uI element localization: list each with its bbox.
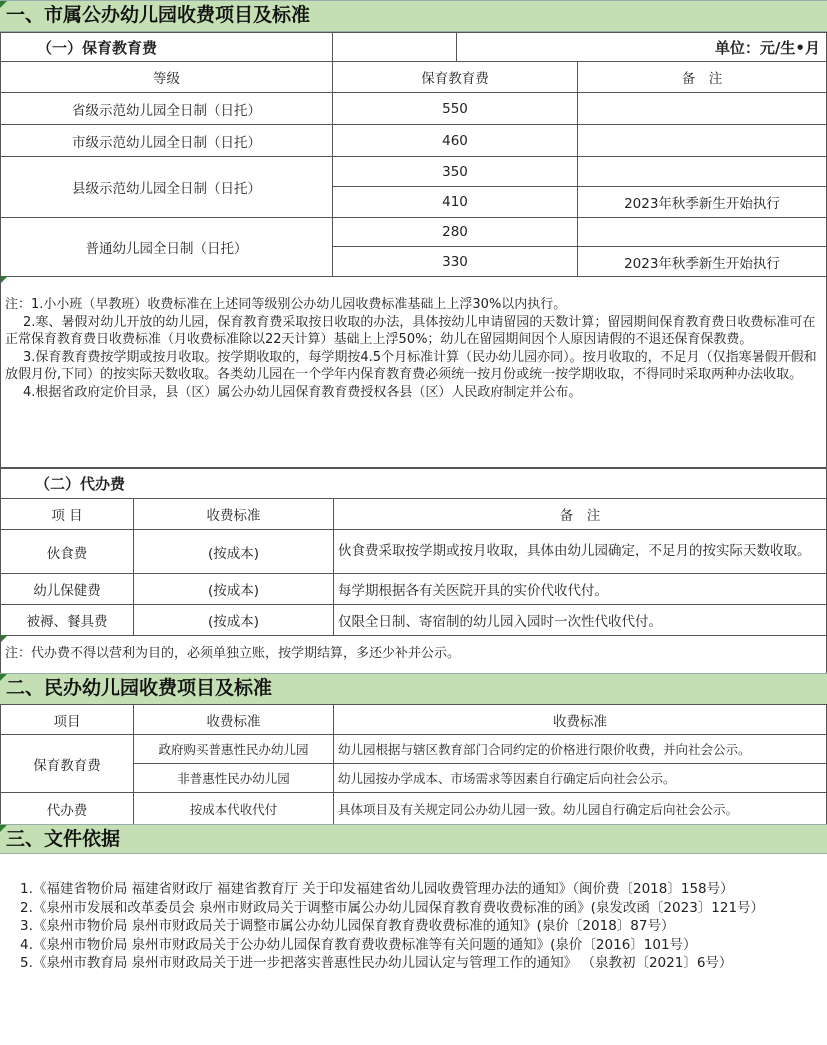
standard-cell: 非普惠性民办幼儿园 bbox=[133, 763, 334, 793]
note-cell: 每学期根据各有关医院开具的实价代收代付。 bbox=[333, 573, 827, 605]
desc-cell: 幼儿园根据与辖区教育部门合同约定的价格进行限价收费，并向社会公示。 bbox=[333, 734, 827, 764]
fee-cell: 280 bbox=[332, 217, 578, 247]
reference-list bbox=[0, 880, 827, 973]
item-cell: 被褥、餐具费 bbox=[0, 604, 134, 636]
fee-cell: 350 bbox=[332, 156, 578, 187]
section1-title: 一、市属公办幼儿园收费项目及标准 bbox=[0, 0, 827, 32]
standard-cell: (按成本) bbox=[133, 604, 334, 636]
level-cell: 市级示范幼儿园全日制（日托） bbox=[0, 124, 333, 157]
item-cell: 伙食费 bbox=[0, 529, 134, 574]
note-cell bbox=[577, 124, 827, 157]
header-note: 备 注 bbox=[333, 498, 827, 530]
reference-item: 1.《福建省物价局 福建省财政厅 福建省教育厅 关于印发福建省幼儿园收费管理办法的通知》（闽价费〔2018〕158号） bbox=[20, 881, 734, 897]
section2-title: 二、民办幼儿园收费项目及标准 bbox=[0, 673, 827, 705]
item-cell: 幼儿保健费 bbox=[0, 573, 134, 605]
reference-item: 4.《泉州市物价局 泉州市财政局关于公办幼儿园保育教育费收费标准等有关问题的通知》(泉价〔2016〕101号） bbox=[20, 936, 697, 953]
unit-label: 单位：元/生•月 bbox=[456, 32, 827, 62]
header-item: 项 目 bbox=[0, 498, 134, 530]
fee-cell: 550 bbox=[332, 92, 578, 125]
fee-cell: 330 bbox=[332, 246, 578, 277]
level-cell: 普通幼儿园全日制（日托） bbox=[0, 217, 333, 277]
header-item: 项目 bbox=[0, 704, 134, 735]
level-cell: 县级示范幼儿园全日制（日托） bbox=[0, 156, 333, 218]
header-note: 备 注 bbox=[577, 61, 827, 93]
item-cell: 保育教育费 bbox=[0, 734, 134, 793]
note-line: 3.保育教育费按学期或按月收取。按学期收取的，每学期按4.5个月标准计算（民办幼儿园亦同）。按月收取的，不足月（仅指寒暑假开假和放假月份,下同）的按实际天数收取。各类幼儿园在一个学年内保育教育费必须统一按月份或统一按学期收取，不得同时采取两种办法收取。 bbox=[5, 349, 817, 382]
note-cell: 2023年秋季新生开始执行 bbox=[577, 186, 827, 218]
standard-cell: 政府购买普惠性民办幼儿园 bbox=[133, 734, 334, 764]
standard-cell: (按成本) bbox=[133, 573, 334, 605]
item-cell: 代办费 bbox=[0, 792, 134, 825]
header-fee: 保育教育费 bbox=[332, 61, 578, 93]
agency-fee-note: 注：代办费不得以营利为目的，必须单独立账，按学期结算，多还少补并公示。 bbox=[0, 635, 827, 673]
note-line: 4.根据省政府定价目录，县（区）属公办幼儿园保育教育费授权各县（区）人民政府制定并公布。 bbox=[23, 384, 582, 400]
section3-title: 三、文件依据 bbox=[0, 824, 827, 854]
reference-item: 3.《泉州市物价局 泉州市财政局关于调整市属公办幼儿园保育教育费收费标准的通知》(泉价〔2018〕87号） bbox=[20, 918, 675, 934]
note-cell bbox=[577, 217, 827, 247]
header-standard: 收费标准 bbox=[133, 498, 334, 530]
fee-cell: 460 bbox=[332, 124, 578, 157]
reference-item: 2.《泉州市发展和改革委员会 泉州市财政局关于调整市属公办幼儿园保育教育费收费标准的函》(泉发改函〔2023〕121号） bbox=[20, 899, 765, 916]
header-standard: 收费标准 bbox=[333, 704, 827, 735]
note-cell: 2023年秋季新生开始执行 bbox=[577, 246, 827, 277]
note-cell: 仅限全日制、寄宿制的幼儿园入园时一次性代收代付。 bbox=[333, 604, 827, 636]
desc-cell: 幼儿园按办学成本、市场需求等因素自行确定后向社会公示。 bbox=[333, 763, 827, 793]
standard-cell: 按成本代收代付 bbox=[133, 792, 334, 825]
note-cell bbox=[577, 92, 827, 125]
header-level: 等级 bbox=[0, 61, 333, 93]
empty-cell bbox=[332, 32, 457, 62]
note-cell: 伙食费采取按学期或按月收取，具体由幼儿园确定，不足月的按实际天数收取。 bbox=[333, 529, 827, 574]
empty-cell bbox=[133, 468, 827, 499]
header-standard: 收费标准 bbox=[133, 704, 334, 735]
desc-cell: 具体项目及有关规定同公办幼儿园一致。幼儿园自行确定后向社会公示。 bbox=[333, 792, 827, 825]
fee-notes bbox=[0, 276, 827, 468]
fee-cell: 410 bbox=[332, 186, 578, 218]
note-line: 2.寒、暑假对幼儿开放的幼儿园，保育教育费采取按日收取的办法，具体按幼儿申请留园的天数计算；留园期间保育教育费日收费标准可在正常保育教育费日收费标准（月收费标准除以22天计算）基础上上浮50%；幼儿在留园期间因个人原因请假的不退还保育保教费。 bbox=[5, 314, 816, 347]
standard-cell: (按成本) bbox=[133, 529, 334, 574]
sub1-title: （一）保育教育费 bbox=[0, 32, 333, 62]
reference-item: 5.《泉州市教育局 泉州市财政局关于进一步把落实普惠性民办幼儿园认定与管理工作的通知》 （泉教初〔2021〕6号） bbox=[20, 955, 733, 971]
note-line: 注：1.小小班（早教班）收费标准在上述同等级别公办幼儿园收费标准基础上上浮30%以内执行。 bbox=[5, 297, 567, 312]
level-cell: 省级示范幼儿园全日制（日托） bbox=[0, 92, 333, 125]
sub2-title: （二）代办费 bbox=[0, 468, 134, 499]
note-cell bbox=[577, 156, 827, 187]
